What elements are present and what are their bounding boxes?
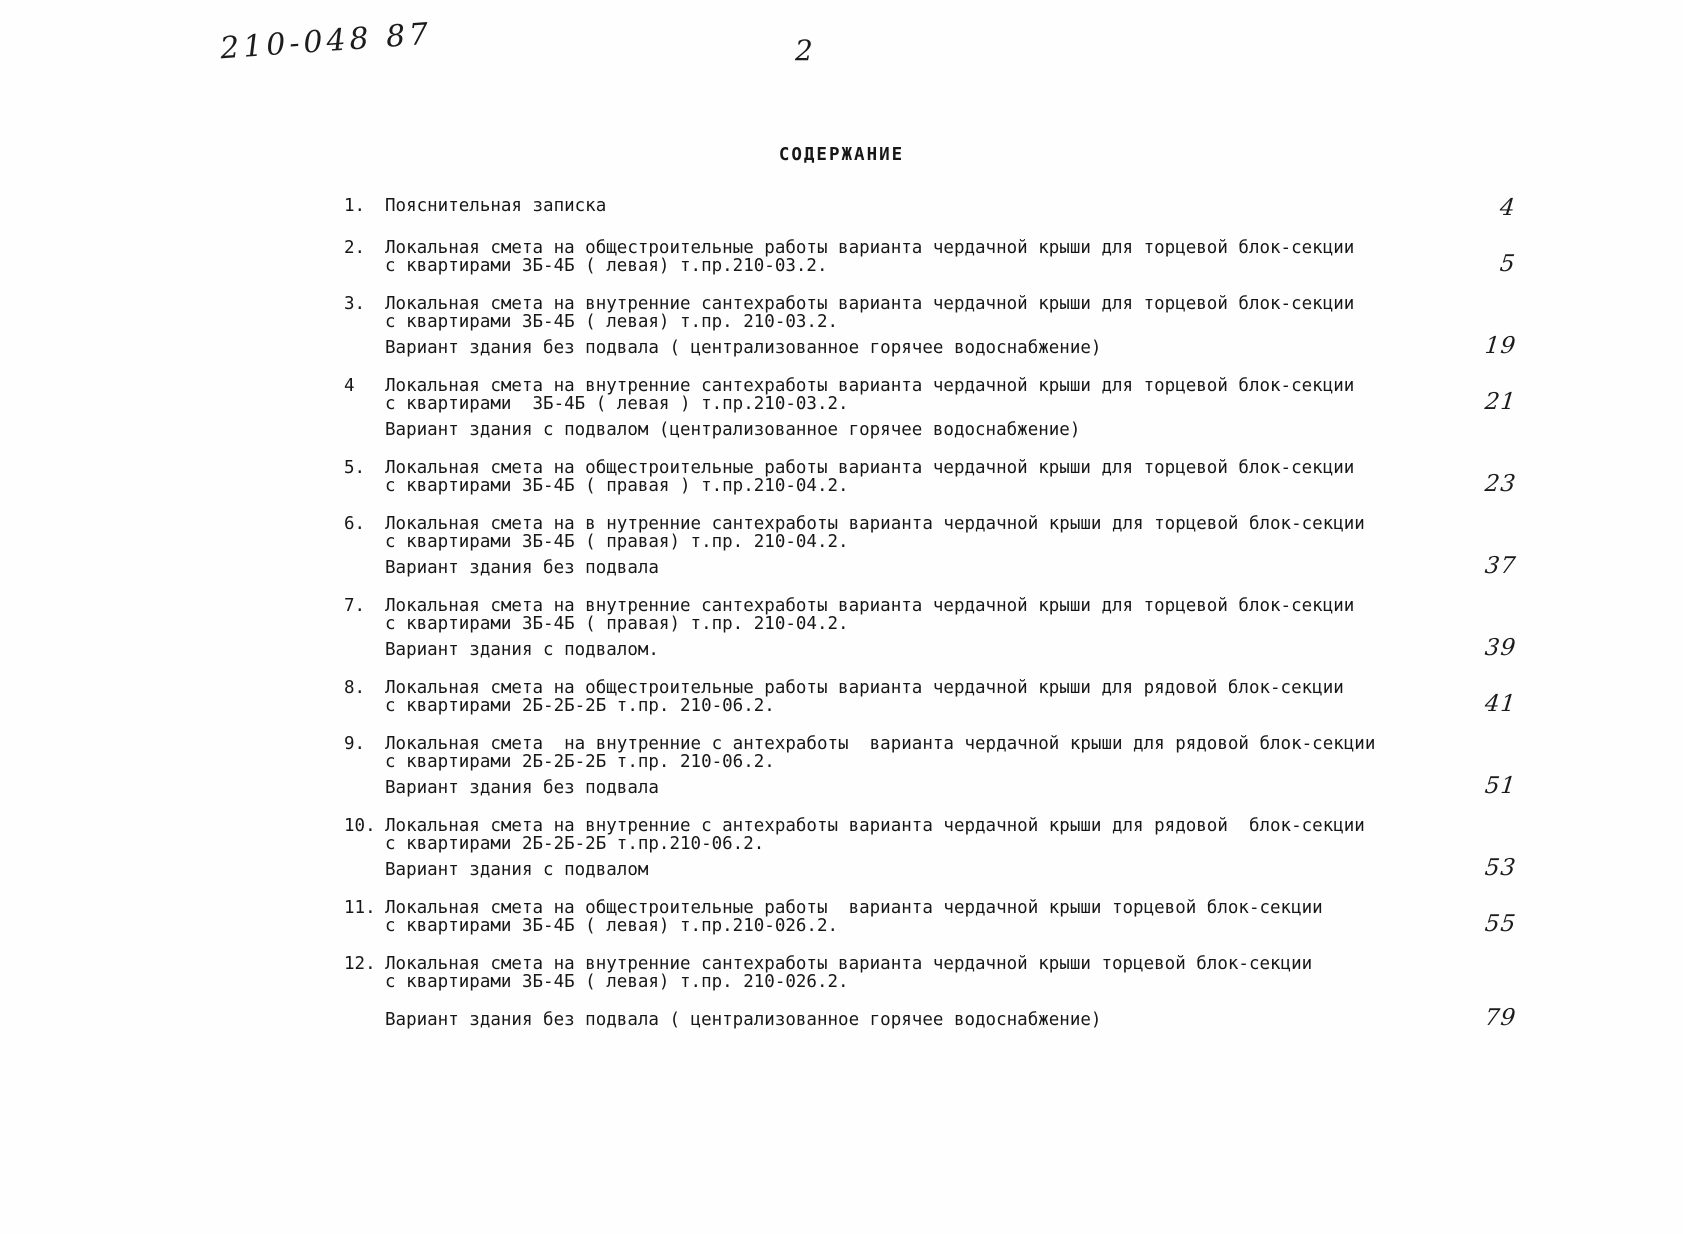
toc-item: [344, 239, 1554, 275]
toc-page-col: [1454, 679, 1554, 715]
toc-item-text: с квартирами 3Б-4Б ( левая ) т.пр.210-03.2.: [385, 394, 849, 414]
toc-item-text: Локальная смета на общестроительные работы варианта чердачной крыши для рядовой блок-секции: [385, 678, 1344, 698]
toc-page-number: 21: [1483, 389, 1518, 415]
toc-item-text: Локальная смета на внутренние с антехработы варианта чердачной крыши для рядовой блок-секции: [385, 816, 1365, 836]
toc-page-col: [1454, 817, 1554, 879]
toc-item-text: Локальная смета на общестроительные работы варианта чердачной крыши для торцевой блок-секции: [385, 238, 1355, 258]
toc-item: [344, 955, 1554, 1029]
toc-page-col: [1454, 955, 1554, 1029]
toc-item: [344, 459, 1554, 495]
toc-page-number: 53: [1483, 855, 1518, 881]
toc-item-number: 1.: [344, 196, 366, 216]
toc-item-body: [385, 899, 1454, 935]
toc-item-text: Локальная смета на внутренние сантехработы варианта чердачной крыши для торцевой блок-секции: [385, 294, 1355, 314]
toc-item-number: 4: [344, 376, 355, 396]
toc-item-number: 11.: [344, 898, 376, 918]
toc-page-number: 51: [1483, 773, 1518, 799]
toc-item-text: Локальная смета на общестроительные работы варианта чердачной крыши торцевой блок-секции: [385, 898, 1323, 918]
toc-item: [344, 295, 1554, 357]
toc-item-text: Локальная смета на общестроительные работы варианта чердачной крыши для торцевой блок-секции: [385, 458, 1355, 478]
toc-item-note: Вариант здания без подвала: [385, 778, 659, 798]
toc-item: [344, 679, 1554, 715]
toc-item-text: с квартирами 3Б-4Б ( правая ) т.пр.210-04.2.: [385, 476, 849, 496]
toc-page-number: 39: [1483, 635, 1518, 661]
toc-page-col: [1454, 377, 1554, 439]
handwritten-doc-code: 210-048 87: [219, 16, 434, 67]
toc-title: СОДЕРЖАНИЕ: [778, 145, 905, 165]
toc-item-number: 3.: [344, 294, 366, 314]
toc-item-text: с квартирами 2Б-2Б-2Б т.пр.210-06.2.: [385, 834, 765, 854]
toc-item-number: 9.: [344, 734, 366, 754]
toc-item-body: [385, 955, 1454, 1029]
toc-item-body: [385, 817, 1454, 879]
toc-item-text: Локальная смета на внутренние сантехработы варианта чердачной крыши для торцевой блок-секции: [385, 376, 1355, 396]
toc-item-text: с квартирами 3Б-4Б ( правая) т.пр. 210-04.2.: [385, 532, 849, 552]
toc-item-text: Локальная смета на внутренние с антехработы варианта чердачной крыши для рядовой блок-секции: [385, 734, 1376, 754]
toc-page-col: [1454, 899, 1554, 935]
toc-item-text: Пояснительная записка: [385, 196, 607, 216]
toc-item-body: [385, 377, 1454, 439]
toc-item-body: [385, 197, 1454, 219]
toc-item: [344, 817, 1554, 879]
toc-item-number: 8.: [344, 678, 366, 698]
toc-page-col: [1454, 515, 1554, 577]
toc-page-col: [1454, 459, 1554, 495]
toc-item-text: с квартирами 2Б-2Б-2Б т.пр. 210-06.2.: [385, 696, 775, 716]
toc-item-number: 7.: [344, 596, 366, 616]
toc-item-note: Вариант здания без подвала ( централизованное горячее водоснабжение): [385, 1010, 1102, 1030]
toc-page-number: 19: [1483, 333, 1518, 359]
toc-page-number: 55: [1483, 911, 1518, 937]
toc-item: [344, 597, 1554, 659]
toc-page-number: 23: [1483, 471, 1518, 497]
toc-page-number: 41: [1483, 691, 1518, 717]
toc-page-number: 37: [1483, 553, 1518, 579]
toc-item-number: 6.: [344, 514, 366, 534]
toc-item-note: Вариант здания с подвалом.: [385, 640, 659, 660]
toc-item-text: с квартирами 3Б-4Б ( левая) т.пр. 210-026.2.: [385, 972, 849, 992]
toc-item-number: 10.: [344, 816, 376, 836]
toc-item-text: Локальная смета на внутренние сантехработы варианта чердачной крыши торцевой блок-секции: [385, 954, 1313, 974]
toc-item-body: [385, 239, 1454, 275]
toc-item: [344, 377, 1554, 439]
toc-item-note: Вариант здания без подвала ( централизованное горячее водоснабжение): [385, 338, 1102, 358]
page-number-top: 2: [795, 34, 813, 67]
toc-item-text: с квартирами 3Б-4Б ( левая) т.пр.210-026.2.: [385, 916, 839, 936]
toc-item-body: [385, 735, 1454, 797]
toc-item-number: 5.: [344, 458, 366, 478]
toc-item-body: [385, 295, 1454, 357]
table-of-contents: [344, 197, 1554, 1049]
toc-item: [344, 735, 1554, 797]
toc-item-note: Вариант здания с подвалом: [385, 860, 649, 880]
toc-page-number: 5: [1498, 251, 1518, 277]
toc-item-body: [385, 515, 1454, 577]
toc-page-col: [1454, 197, 1554, 219]
toc-item: [344, 515, 1554, 577]
toc-item-text: с квартирами 3Б-4Б ( левая) т.пр.210-03.2.: [385, 256, 828, 276]
toc-page-number: 79: [1483, 1005, 1518, 1031]
toc-page-col: [1454, 597, 1554, 659]
toc-item: [344, 899, 1554, 935]
toc-item-body: [385, 597, 1454, 659]
toc-item-body: [385, 679, 1454, 715]
toc-page-col: [1454, 239, 1554, 275]
toc-item-body: [385, 459, 1454, 495]
toc-item-number: 2.: [344, 238, 366, 258]
toc-item-text: с квартирами 3Б-4Б ( левая) т.пр. 210-03.2.: [385, 312, 839, 332]
toc-item-note: Вариант здания без подвала: [385, 558, 659, 578]
toc-item-number: 12.: [344, 954, 376, 974]
toc-item-note: Вариант здания с подвалом (централизованное горячее водоснабжение): [385, 420, 1081, 440]
toc-item-text: с квартирами 3Б-4Б ( правая) т.пр. 210-04.2.: [385, 614, 849, 634]
toc-page-number: 4: [1498, 195, 1518, 221]
toc-item-text: с квартирами 2Б-2Б-2Б т.пр. 210-06.2.: [385, 752, 775, 772]
toc-item: [344, 197, 1554, 219]
toc-page-col: [1454, 735, 1554, 797]
toc-item-text: Локальная смета на внутренние сантехработы варианта чердачной крыши для торцевой блок-секции: [385, 596, 1355, 616]
toc-page-col: [1454, 295, 1554, 357]
toc-item-text: Локальная смета на в нутренние сантехработы варианта чердачной крыши для торцевой блок-секции: [385, 514, 1365, 534]
